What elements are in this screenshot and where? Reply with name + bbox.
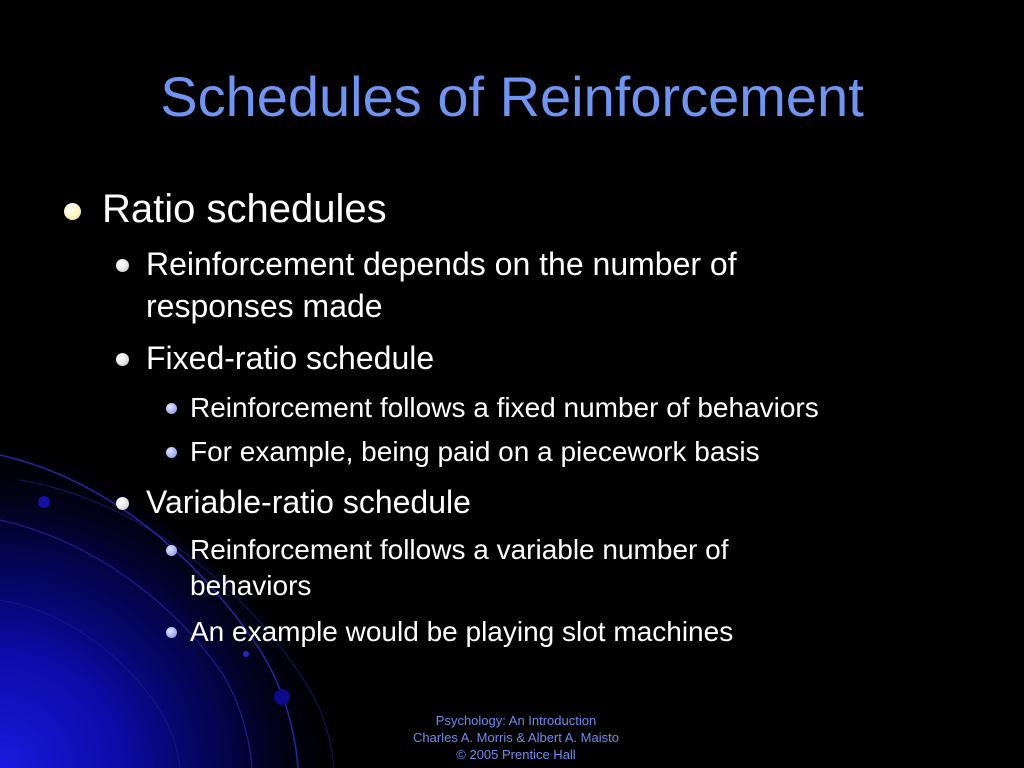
level3-bullet-icon xyxy=(166,545,177,556)
level3-bullet-icon xyxy=(166,627,177,638)
level3-bullet-icon xyxy=(166,403,177,414)
bullet-text: For example, being paid on a piecework basis xyxy=(190,436,760,467)
footer-authors: Charles A. Morris & Albert A. Maisto xyxy=(413,730,619,745)
bullet-text-line1: Reinforcement follows a variable number of xyxy=(190,534,729,565)
slide-title: Schedules of Reinforcement xyxy=(160,65,864,128)
bullet-text: Ratio schedules xyxy=(102,187,387,231)
bullet-text: Reinforcement follows a fixed number of behaviors xyxy=(190,392,819,423)
level2-bullet-icon xyxy=(116,353,129,366)
level2-bullet-icon xyxy=(116,259,129,272)
bullet-text: An example would be playing slot machines xyxy=(190,616,734,647)
bullet-text-line2: responses made xyxy=(146,288,383,324)
footer-book-title: Psychology: An Introduction xyxy=(435,713,597,728)
bullet-text: Fixed-ratio schedule xyxy=(146,340,435,376)
bullet-text: Variable-ratio schedule xyxy=(146,484,471,520)
level1-bullet-icon xyxy=(64,203,81,220)
level2-bullet-icon xyxy=(116,497,129,510)
level3-bullet-icon xyxy=(166,447,177,458)
footer-copyright: © 2005 Prentice Hall xyxy=(456,747,576,762)
bullet-text-line1: Reinforcement depends on the number of xyxy=(146,246,737,282)
bullet-text-line2: behaviors xyxy=(190,570,312,601)
slide-footer xyxy=(366,712,666,763)
